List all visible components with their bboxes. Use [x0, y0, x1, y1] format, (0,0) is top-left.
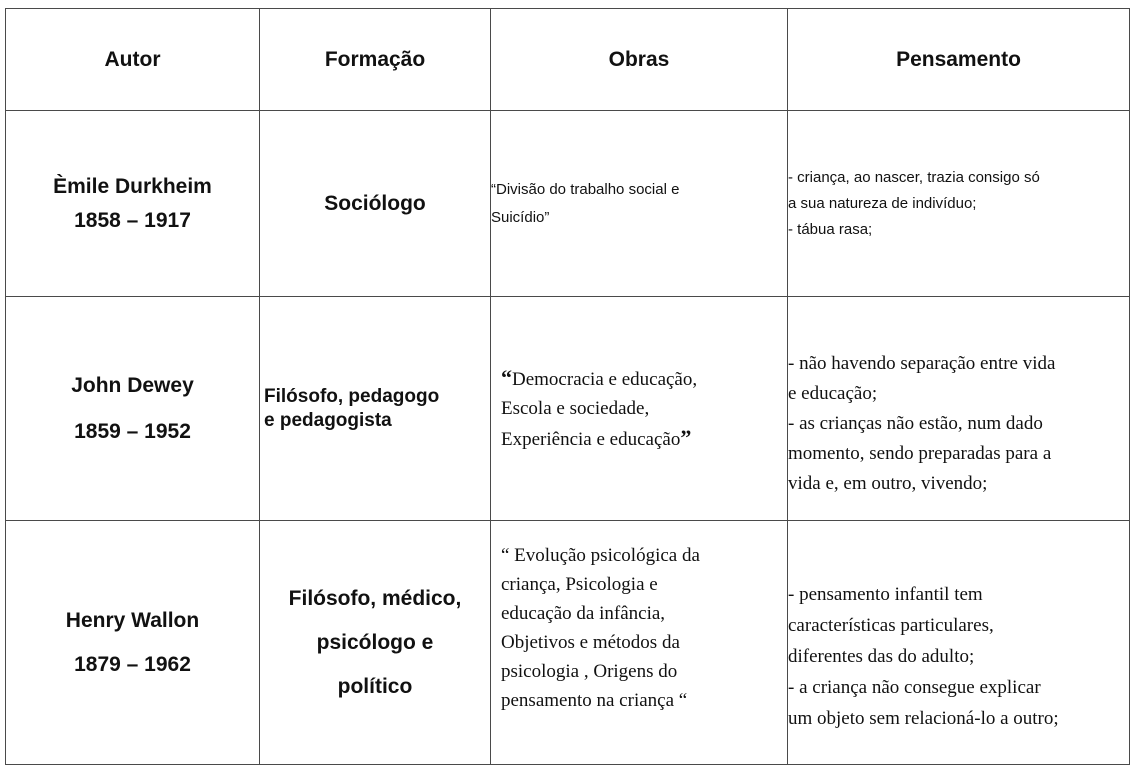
works-line: “ Evolução psicológica da	[501, 545, 700, 566]
thought-line: - criança, ao nascer, trazia consigo só	[788, 168, 1040, 186]
formation-line: político	[337, 674, 413, 698]
formation-cell: Sociólogo	[260, 111, 491, 297]
works-cell	[491, 521, 788, 765]
works-line: criança, Psicologia e	[501, 574, 658, 595]
formation-line: Filósofo, pedagogo	[264, 385, 440, 407]
formation-line: e pedagogista	[264, 409, 392, 431]
quote-close: ”	[680, 425, 692, 450]
thought-line: um objeto sem relacioná-lo a outro;	[788, 708, 1059, 729]
author-name: Èmile Durkheim	[53, 174, 212, 198]
works-line: Objetivos e métodos da	[501, 632, 680, 653]
thought-line: - a criança não consegue explicar	[788, 677, 1041, 698]
table-row	[6, 111, 1130, 297]
author-cell	[6, 111, 260, 297]
thought-line: - as crianças não estão, num dado	[788, 412, 1043, 434]
thought-line: - tábua rasa;	[788, 220, 873, 238]
author-years: 1858 – 1917	[74, 208, 191, 232]
works-line: “Divisão do trabalho social e	[491, 180, 680, 198]
thought-line: e educação;	[788, 382, 878, 404]
thought-cell	[788, 521, 1130, 765]
formation-cell	[260, 297, 491, 521]
table-row	[6, 521, 1130, 765]
header-formation: Formação	[260, 9, 491, 111]
works-line	[501, 423, 777, 454]
header-author: Autor	[6, 9, 260, 111]
header-works: Obras	[491, 9, 788, 111]
author-name: Henry Wallon	[65, 608, 200, 632]
thought-line: diferentes das do adulto;	[788, 646, 975, 667]
thought-cell	[788, 111, 1130, 297]
thought-line: - pensamento infantil tem	[788, 584, 983, 605]
works-line: Suicídio”	[491, 208, 550, 226]
thought-line: vida e, em outro, vivendo;	[788, 472, 988, 494]
formation-line: psicólogo e	[316, 630, 434, 654]
author-cell	[6, 521, 260, 765]
header-row	[6, 9, 1130, 111]
works-line: educação da infância,	[501, 603, 666, 624]
thought-line: a sua natureza de indivíduo;	[788, 194, 977, 212]
thought-cell	[788, 297, 1130, 521]
author-cell	[6, 297, 260, 521]
author-name: John Dewey	[71, 373, 194, 397]
header-thought: Pensamento	[788, 9, 1130, 111]
formation-line: Filósofo, médico,	[288, 586, 462, 610]
works-text: Experiência e educação	[501, 429, 681, 450]
thought-line: momento, sendo preparadas para a	[788, 442, 1052, 464]
works-line: psicologia , Origens do	[501, 661, 678, 682]
thought-line: - não havendo separação entre vida	[788, 352, 1056, 374]
works-cell	[491, 111, 788, 297]
works-cell	[491, 297, 788, 521]
works-line: pensamento na criança “	[501, 690, 688, 711]
authors-table	[5, 8, 1130, 765]
works-line: Escola e sociedade,	[501, 398, 650, 419]
table-row	[6, 297, 1130, 521]
quote-open: “	[501, 365, 512, 390]
formation-cell	[260, 521, 491, 765]
thought-line: características particulares,	[788, 615, 994, 636]
works-text: Democracia e educação,	[512, 369, 698, 390]
author-years: 1879 – 1962	[74, 652, 191, 676]
works-line	[501, 363, 777, 394]
author-years: 1859 – 1952	[74, 419, 191, 443]
